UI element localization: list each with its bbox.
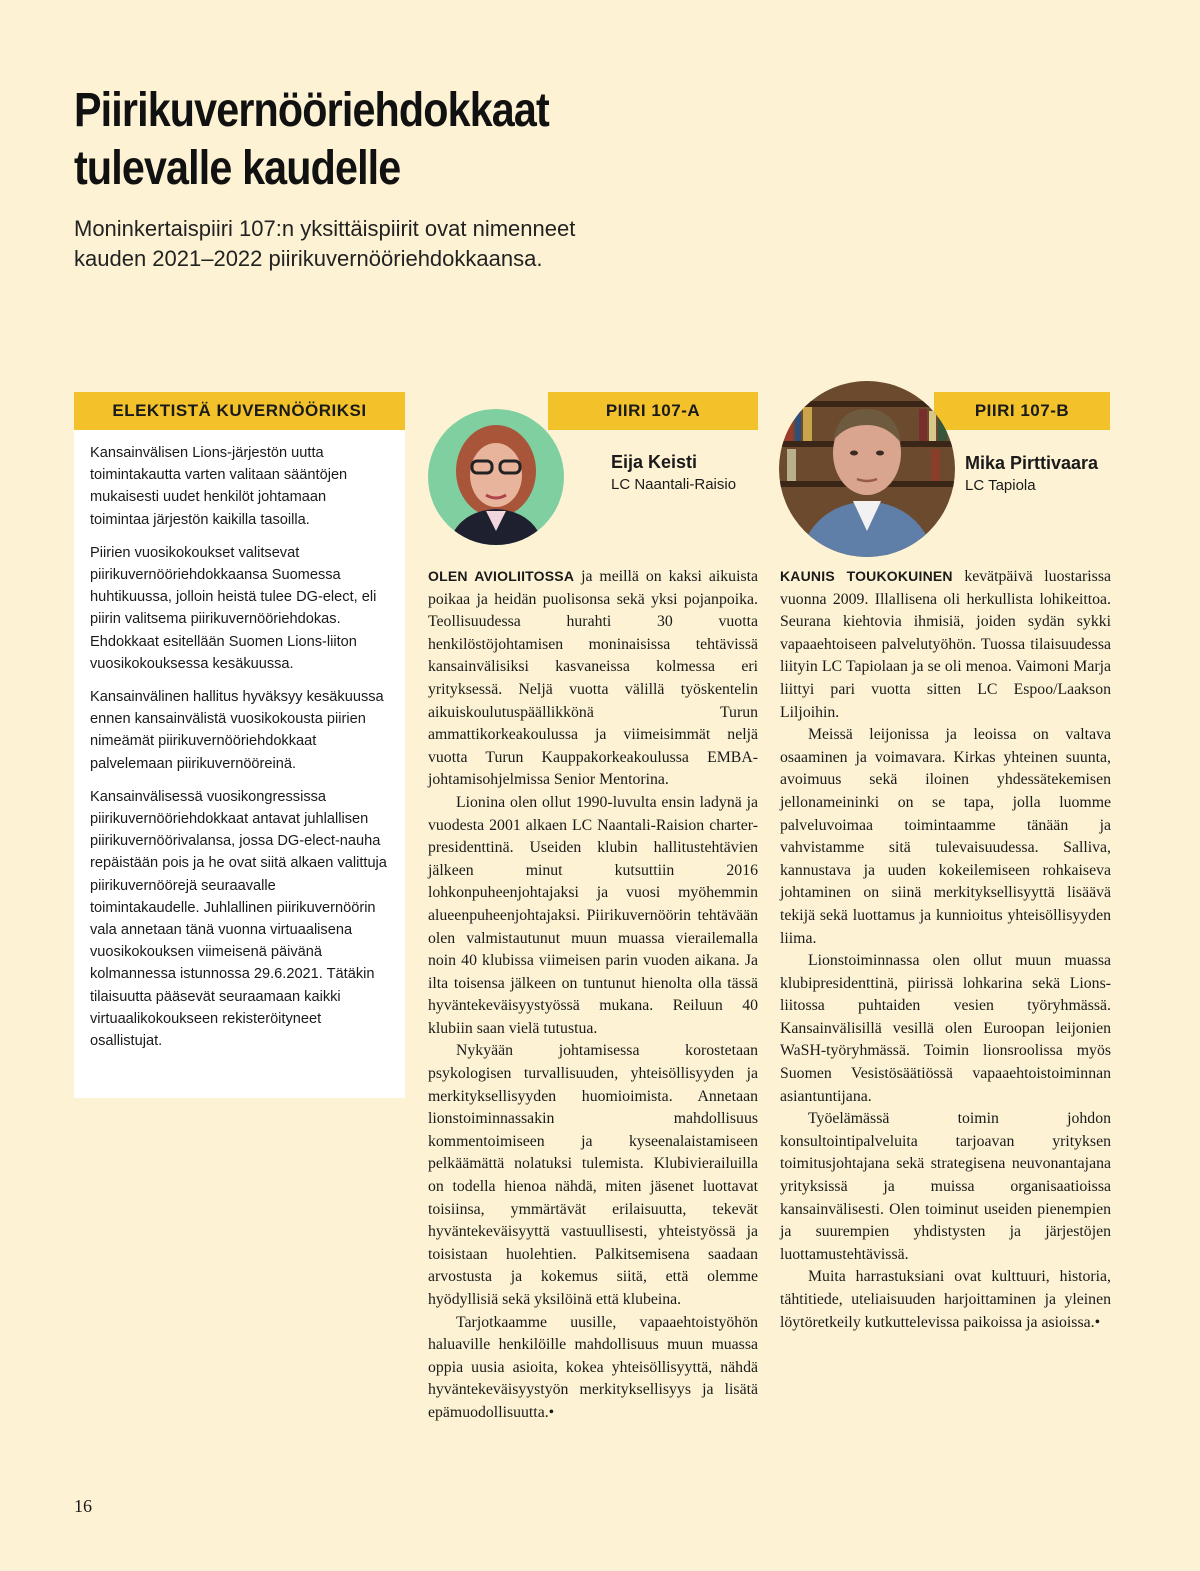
title-line-1: Piirikuvernööriehdokkaat (74, 84, 549, 137)
candidate-info (965, 451, 1098, 497)
lead-in: KAUNIS TOUKOKUINEN (780, 568, 953, 584)
paragraph-text: kevätpäivä luostarissa vuonna 2009. Illallisena oli herkullista lohikeittoa. Seurana kiehtovia ihmisiä, joiden sydän sykki vapaaehtoiseen palvelutyöhön. Tuossa tilaisuudessa liityin LC Tapiolaan ja se oli menoa. Vaimoni Marja liittyi pari vuotta sitten LC Espoo/Laakson Liljoihin. (780, 568, 1111, 721)
district-banner-107a (548, 392, 758, 430)
sidebar-paragraph: Kansainvälisen Lions-järjestön uutta toimintakautta varten valitaan sääntöjen mukaisesti uudet henkilöt johtamaan toimintaa järjestön kaikilla tasoilla. (90, 445, 348, 528)
article-paragraph: Tarjotkaamme uusille, vapaaehtoistyöhön haluaville henkilöille mahdollisuus muun muassa oppia uusia asioita, kokea yhteisöllisyyttä, nähdä hyväntekeväisyystyön merkityksellisyys ja lisätä epämuodollisuutta.• (428, 1313, 758, 1421)
district-label: PIIRI 107-A (548, 392, 758, 430)
sidebar-paragraph: Kansainvälisessä vuosikongressissa piirikuvernööriehdokkaat antavat juhlallisen piirikuvernöörivalansa, jossa DG-elect-nauha repäistään pois ja he ovat siitä alkaen valittuja piirikuvernöörejä seuraavalle toimintakaudelle. Juhlallinen piirikuvernöörin vala annetaan tänä vuonna virtuaalisena vuosikokouksen viimeisenä päivänä kolmannessa istunnossa 29.6.2021. Tätäkin tilaisuutta pääsevät seuraamaan kaikki virtuaalikokoukseen rekisteröityneet osallistujat. (90, 788, 387, 1050)
sidebar-paragraph: Piirien vuosikokoukset valitsevat piirikuvernööriehdokkaansa Suomessa huhtikuussa, jolloin heistä tulee DG-elect, eli piirin valitsema piirikuvernööriehdokas. Ehdokkaat esitellään Suomen Lions-liiton vuosikokouksessa kesäkuussa. (90, 544, 377, 672)
paragraph-text: ja meillä on kaksi aikuista poikaa ja heidän puolisonsa sekä yksi pojanpoika. Teollisuudessa hurahti 30 vuotta henkilöstöjohtamisen moninaisissa tehtävissä kansainvälisiksi kasvaneissa kolmessa eri yrityksessä. Neljä vuotta välillä työskentelin aikuiskoulutuspäällikkönä Turun ammattikorkeakoulussa ja viimeisimmät neljä vuotta Turun Kauppakorkeakoulussa EMBA-johtamisohjelmissa Senior Mentorina. (428, 568, 759, 789)
title-line-2: tulevalle kaudelle (74, 142, 401, 195)
page-number: 16 (74, 1496, 92, 1516)
lead-in: OLEN AVIOLIITOSSA (428, 568, 575, 584)
candidate-club: LC Naantali-Raisio (611, 476, 737, 493)
article-paragraph: Meissä leijonissa ja leoissa on valtava osaaminen ja voimavara. Kirkas yhteinen suunta, avoimuus sekä iloinen yhdessätekemisen jellonameininki on se tapa, jolla luomme palveluvoimaa toimintaamme tänään ja vahvistamme sitä tulevaisuudessa. Salliva, kannustava ja uuden kokeilemiseen rohkaiseva johtaminen on siinä merkityksellisyyttä lisäävä tekijä sekä luottamus ja kunnioitus yhteisöllisyyden liima. (780, 726, 1111, 947)
article-paragraph: Nykyään johtamisessa korostetaan psykologisen turvallisuuden, yhteisöllisyyden ja merkityksellisyyden huomioimista. Annetaan lionstoiminnassakin mahdollisuus kommentoimiseen ja kyseenalaistamiseen pelkäämättä nolatuksi tulemista. Klubivierailuilla on todella hienoa nähdä, miten jäsenet luottavat toisiinsa, ymmärtävät erilaisuutta, tekevät hyväntekeväisyyttä vastuullisesti, yhteistyössä ja toisistaan huolehtien. Palkitsemisena saadaan arvostusta ja kokemus siitä, että olemme hyödyllisiä sekä yksilöinä että klubeina. (428, 1042, 758, 1308)
article-paragraph: Lionstoiminnassa olen ollut muun muassa klubipresidenttinä, piirissä lohkarina sekä Lions-liitossa puhtaiden vesien työryhmässä. Kansainvälisillä vesillä olen Euroopan leijonien WaSH-työryhmässä. Toimin lionsroolissa myös Suomen Vesistösäätiössä vapaaehtoistoiminnan asiantuntijana. (780, 952, 1111, 1105)
subtitle-line-2: kauden 2021–2022 piirikuvernööriehdokkaansa. (74, 246, 543, 271)
portrait-image (779, 381, 955, 557)
portrait-image (428, 409, 564, 545)
portrait-mika-pirttivaara (779, 381, 955, 557)
article-paragraph: Työelämässä toimin johdon konsultointipalveluita tarjoavan yrityksen toimitusjohtajana sekä strategisena neuvonantajana yrityksissä ja muissa organisaatioissa kansainvälisesti. Olen toiminut useiden pienempien ja suurempien yhdistysten ja järjestöjen luottamustehtävissä. (780, 1110, 1111, 1263)
article-paragraph (780, 565, 1111, 724)
candidate-name: Mika Pirttivaara (965, 453, 1099, 473)
candidate-club: LC Tapiola (965, 477, 1036, 494)
subtitle-line-1: Moninkertaispiiri 107:n yksittäispiirit ovat nimenneet (74, 216, 576, 241)
article-column-b (780, 565, 1111, 1334)
article-paragraph: Muita harrastuksiani ovat kulttuuri, historia, tähtitiede, uteliaisuuden harjoittaminen ja yleinen löytöretkeily kutkuttelevissa paikoissa ja asioissa.• (780, 1268, 1111, 1331)
sidebar-body (74, 430, 405, 1052)
portrait-eija-keisti (428, 409, 564, 545)
candidate-info (611, 450, 736, 496)
page-title (74, 82, 676, 198)
district-banner-107b (934, 392, 1110, 430)
sidebar-heading: ELEKTISTÄ KUVERNÖÖRIKSI (74, 392, 405, 430)
article-paragraph (428, 565, 758, 792)
article-paragraph: Lionina olen ollut 1990-luvulta ensin ladynä ja vuodesta 2001 alkaen LC Naantali-Raision charter-presidenttinä. Useiden klubin hallitustehtävien jälkeen minut kutsuttiin 2016 lohkonpuheenjohtajaksi ja vuosi myöhemmin alueenpuheenjohtajaksi. Piirikuvernöörin tehtävään olen valmistautunut muun muassa vierailemalla noin 40 klubissa viimeisen parin vuoden aikana. Ja ilta toisensa jälkeen on tuntunut hienolta olla tässä hyväntekeväisyystyössä mukana. Reiluun 40 klubiin saan vielä tutustua. (428, 793, 758, 1037)
district-label: PIIRI 107-B (934, 392, 1110, 430)
page-subtitle (74, 214, 694, 274)
article-column-a (428, 565, 758, 1425)
candidate-name: Eija Keisti (611, 452, 698, 472)
info-sidebar (74, 392, 405, 1098)
sidebar-paragraph: Kansainvälinen hallitus hyväksyy kesäkuussa ennen kansainvälistä vuosikokousta piirien nimeämät piirikuvernööriehdokkaat palvelemaan piirikuvernööreinä. (90, 689, 384, 772)
